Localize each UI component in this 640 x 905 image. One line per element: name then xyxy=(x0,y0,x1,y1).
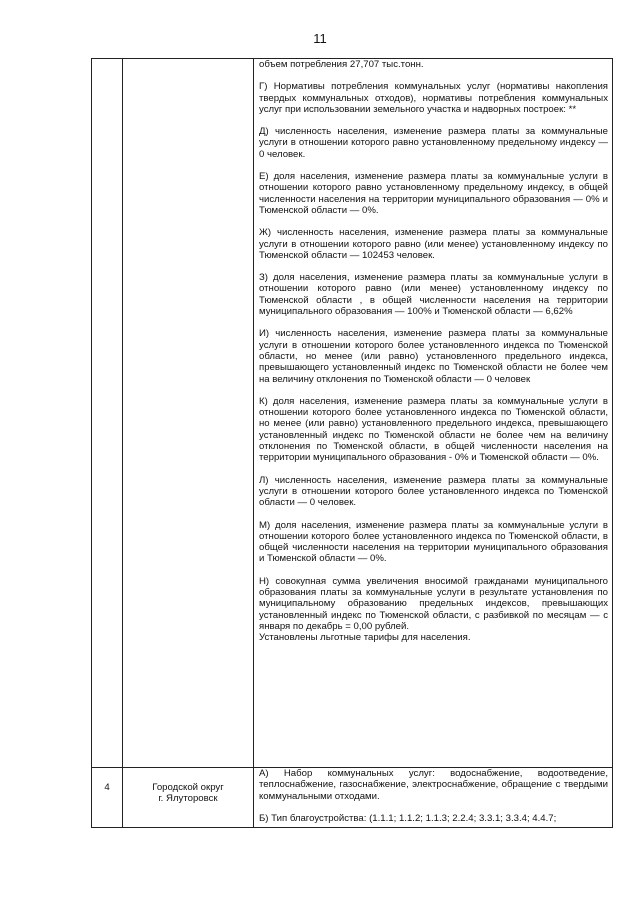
paragraph: Ж) численность населения, изменение размера платы за коммунальные услуги в отношении которого равно (или менее) установленному индексу по Тюменской области — 102453 человек. xyxy=(259,227,608,261)
row-number-cell: 4 xyxy=(92,768,123,828)
description-cell xyxy=(254,59,613,768)
paragraph: Б) Тип благоустройства: (1.1.1; 1.1.2; 1.1.3; 2.2.4; 3.3.1; 3.3.4; 4.4.7; xyxy=(259,812,557,824)
paragraph: Н) совокупная сумма увеличения вносимой гражданами муниципального образования платы за коммунальные услуги в результате установления по муниципальному образованию предельных индексов, превышающих установленный индекс по Тюменской области, с разбивкой по месяцам — с января по декабрь = 0,00 рублей. xyxy=(259,575,608,632)
paragraph: Д) численность населения, изменение размера платы за коммунальные услуги в отношении которого равно установленному предельному индексу — 0 человек. xyxy=(259,126,608,160)
row-number-cell xyxy=(92,59,123,768)
paragraph: объем потребления 27,707 тыс.тонн. xyxy=(259,59,424,70)
paragraph: Л) численность населения, изменение размера платы за коммунальные услуги в отношении которого более установленного индекса по Тюменской области — 0 человек. xyxy=(259,474,608,509)
municipality-line: г. Ялуторовск xyxy=(158,793,218,805)
paragraph: З) доля населения, изменение размера платы за коммунальные услуги в отношении которого равно (или менее) установленному индексу по Тюменской области , в общей численности населения на территории муниципального образования — 100% и Тюменской области — 6,62% xyxy=(259,272,608,318)
table-row xyxy=(92,768,613,828)
municipality-cell xyxy=(123,768,254,828)
paragraph: А) Набор коммунальных услуг: водоснабжение, водоотведение, теплоснабжение, газоснабжение, электроснабжение, обращение с твердыми коммунальными отходами. xyxy=(259,768,608,802)
paragraph: Е) доля населения, изменение размера платы за коммунальные услуги в отношении которого равно установленному предельному индексу, в общей численности населения на территории муниципального образования — 0% и Тюменской области — 0%. xyxy=(259,171,608,216)
description-cell xyxy=(254,768,613,828)
page-number: 11 xyxy=(313,31,327,46)
municipality-cell xyxy=(123,59,254,768)
table-row xyxy=(92,59,613,768)
municipality-line: Городской округ xyxy=(152,782,224,793)
indices-table xyxy=(91,58,613,828)
paragraph: М) доля населения, изменение размера платы за коммунальные услуги в отношении которого более установленного индекса по Тюменской области, в общей численности населения на территории муниципального образования и Тюменской области — 0%. xyxy=(259,519,608,565)
paragraph: Г) Нормативы потребления коммунальных услуг (нормативы накопления твердых коммунальных отходов), нормативы потребления коммунальных услуг при использовании земельного участка и надворных построек: ** xyxy=(259,81,608,115)
paragraph: И) численность населения, изменение размера платы за коммунальные услуги в отношении которого более установленного индекса по Тюменской области, но менее (или равно) установленного предельного индекса, превышающего установленный индекс по Тюменской области не более чем на величину отклонения по Тюменской области — 0 человек xyxy=(259,328,608,385)
paragraph: К) доля населения, изменение размера платы за коммунальные услуги в отношении которого более установленного индекса по Тюменской области, но менее (или равно) установленного предельного индекса, превышающего установленный индекс по Тюменской области не более чем на величину отклонения по Тюменской области, в общей численности населения на территории муниципального образования - 0% и Тюменской области — 0%. xyxy=(259,395,608,464)
paragraph: Установлены льготные тарифы для населения. xyxy=(259,632,471,644)
